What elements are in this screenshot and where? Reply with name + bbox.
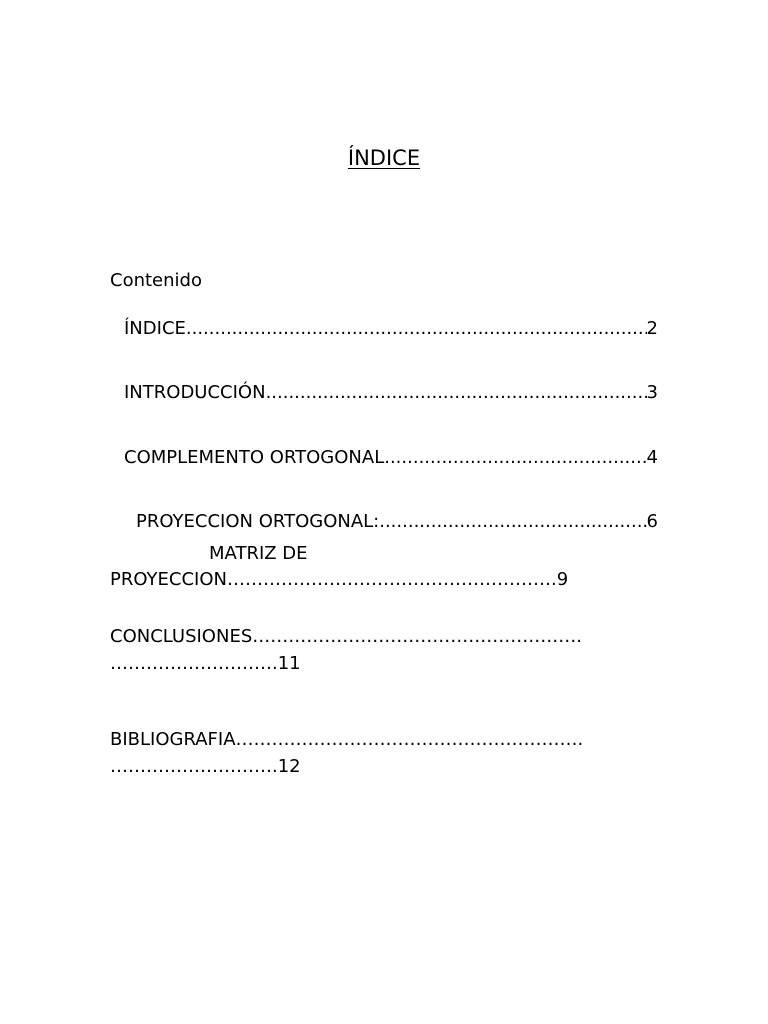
toc-entry-complemento-ortogonal[interactable] <box>124 447 658 468</box>
toc-entry-page: 6 <box>646 511 658 532</box>
toc-entry-proyeccion-ortogonal[interactable] <box>136 511 658 532</box>
toc-entry-indice[interactable] <box>124 318 658 339</box>
toc-entry-conclusiones-line1[interactable]: CONCLUSIONES………………………………………………. <box>110 626 582 647</box>
toc-entry-page: 2 <box>646 318 658 339</box>
contents-label: Contenido <box>110 270 202 291</box>
toc-entry-page: 4 <box>646 447 658 468</box>
toc-entry-introduccion[interactable] <box>124 382 658 403</box>
toc-leader-dots <box>266 382 647 403</box>
toc-leader-dots <box>186 318 647 339</box>
page-title: ÍNDICE <box>347 146 421 170</box>
toc-leader-dots <box>379 511 646 532</box>
toc-leader-dots <box>384 447 646 468</box>
toc-entry-bibliografia-line2[interactable]: ……………………….12 <box>110 756 301 777</box>
toc-entry-text: INTRODUCCIÓN <box>124 382 266 403</box>
toc-entry-page: 3 <box>646 382 658 403</box>
toc-entry-text: COMPLEMENTO ORTOGONAL <box>124 447 385 468</box>
toc-entry-matriz-line2[interactable]: PROYECCION……………………………………………….9 <box>110 569 569 590</box>
toc-entry-matriz-line1[interactable]: MATRIZ DE <box>209 543 308 564</box>
toc-entry-text: ÍNDICE <box>124 318 186 339</box>
toc-entry-conclusiones-line2[interactable]: ……………………….11 <box>110 653 301 674</box>
toc-entry-bibliografia-line1[interactable]: BIBLIOGRAFIA…………………………………………………. <box>110 729 584 750</box>
toc-entry-text: PROYECCION ORTOGONAL: <box>136 511 380 532</box>
